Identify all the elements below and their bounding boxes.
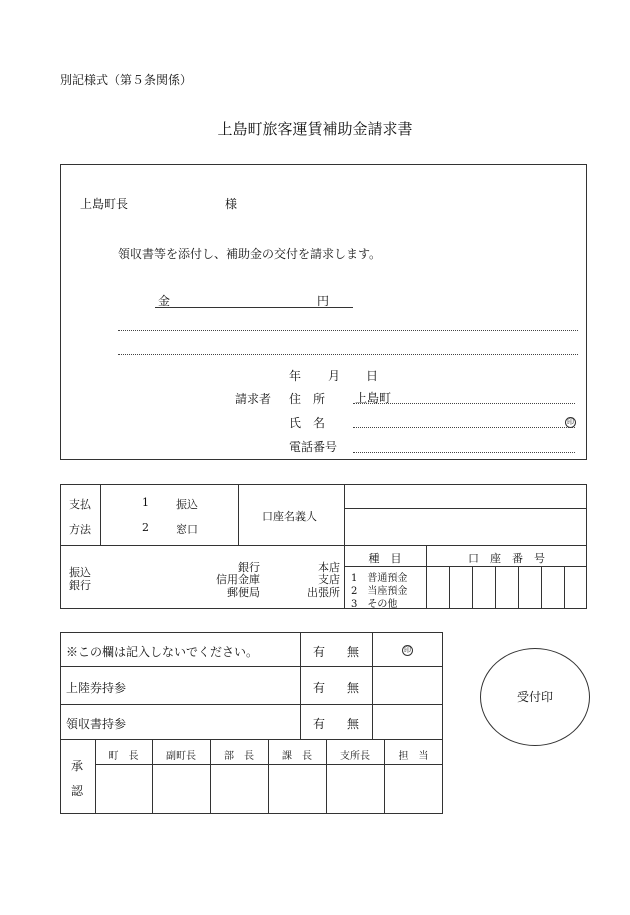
receipt-label: 領収書持参 [66,717,127,731]
phone-label: 電話番号 [289,440,338,454]
account-type-header: 種 目 [368,552,402,565]
method-label-1: 支払 [69,498,91,511]
note-line-2[interactable] [118,354,578,355]
office-seal-mark: 印 [404,646,411,654]
landing-ticket-no[interactable]: 無 [347,681,360,695]
request-statement: 領収書等を添付し、補助金の交付を請求します。 [118,247,382,261]
amount-field[interactable] [155,307,353,308]
account-number-header: 口 座 番 号 [468,552,545,565]
form-label: 別記様式（第５条関係） [60,73,193,87]
name-seal-mark: 印 [567,418,574,426]
receipt-yes[interactable]: 有 [313,717,326,731]
option-counter[interactable]: 窓口 [176,523,198,536]
option1-number: 1 [142,496,149,509]
note-line-1[interactable] [118,330,578,331]
reception-stamp-label: 受付印 [516,690,553,704]
account-holder-field[interactable] [345,509,586,545]
approver-director: 部 長 [224,751,254,762]
landing-ticket-yes[interactable]: 有 [313,681,326,695]
branch-type-branch: 支店 [318,573,340,586]
option-transfer[interactable]: 振込 [176,498,198,511]
bank-type-post: 郵便局 [227,586,260,599]
addressee: 上島町長 [80,197,129,211]
address-value: 上島町 [355,391,392,405]
approver-deputy-mayor: 副町長 [166,751,196,762]
address-field[interactable] [353,403,575,404]
approval-label-1: 承 [71,759,84,773]
approver-staff: 担 当 [398,751,429,762]
approver-mayor: 町 長 [108,751,139,762]
receipt-no[interactable]: 無 [347,717,360,731]
claimant-label: 請求者 [235,392,272,406]
honorific: 様 [225,197,238,211]
account-type-ordinary[interactable]: 1 普通預金 [351,573,408,584]
option2-number: 2 [142,521,149,534]
page-title: 上島町旅客運賃補助金請求書 [217,120,413,138]
address-label: 住 所 [289,392,326,406]
day-label: 日 [366,369,379,383]
account-holder-label: 口座名義人 [262,510,317,523]
bank-label-1: 振込 [69,566,91,579]
name-field[interactable] [353,427,575,428]
account-number-field[interactable] [427,567,586,608]
amount-label: 金 [158,294,171,308]
notice-yes[interactable]: 有 [313,645,326,659]
landing-ticket-label: 上陸券持参 [66,681,127,695]
branch-type-office: 出張所 [307,586,340,599]
year-label: 年 [289,369,302,383]
bank-type-bank: 銀行 [238,561,260,574]
method-label-2: 方法 [69,523,91,536]
approver-section-chief: 課 長 [282,751,312,762]
account-type-current[interactable]: 2 当座預金 [351,586,408,597]
account-holder-kana-field[interactable] [345,485,586,508]
notice-no[interactable]: 無 [347,645,360,659]
approval-label-2: 認 [71,784,84,798]
name-label: 氏 名 [289,416,326,430]
bank-label-2: 銀行 [69,579,91,592]
phone-field[interactable] [353,452,575,453]
yen-label: 円 [317,294,330,308]
account-type-other[interactable]: 3 その他 [351,599,398,610]
bank-type-shinkin: 信用金庫 [216,573,260,586]
branch-type-main: 本店 [318,561,340,574]
month-label: 月 [328,369,341,383]
office-use-notice: ※この欄は記入しないでください。 [66,645,259,659]
approver-branch-chief: 支所長 [340,751,370,762]
